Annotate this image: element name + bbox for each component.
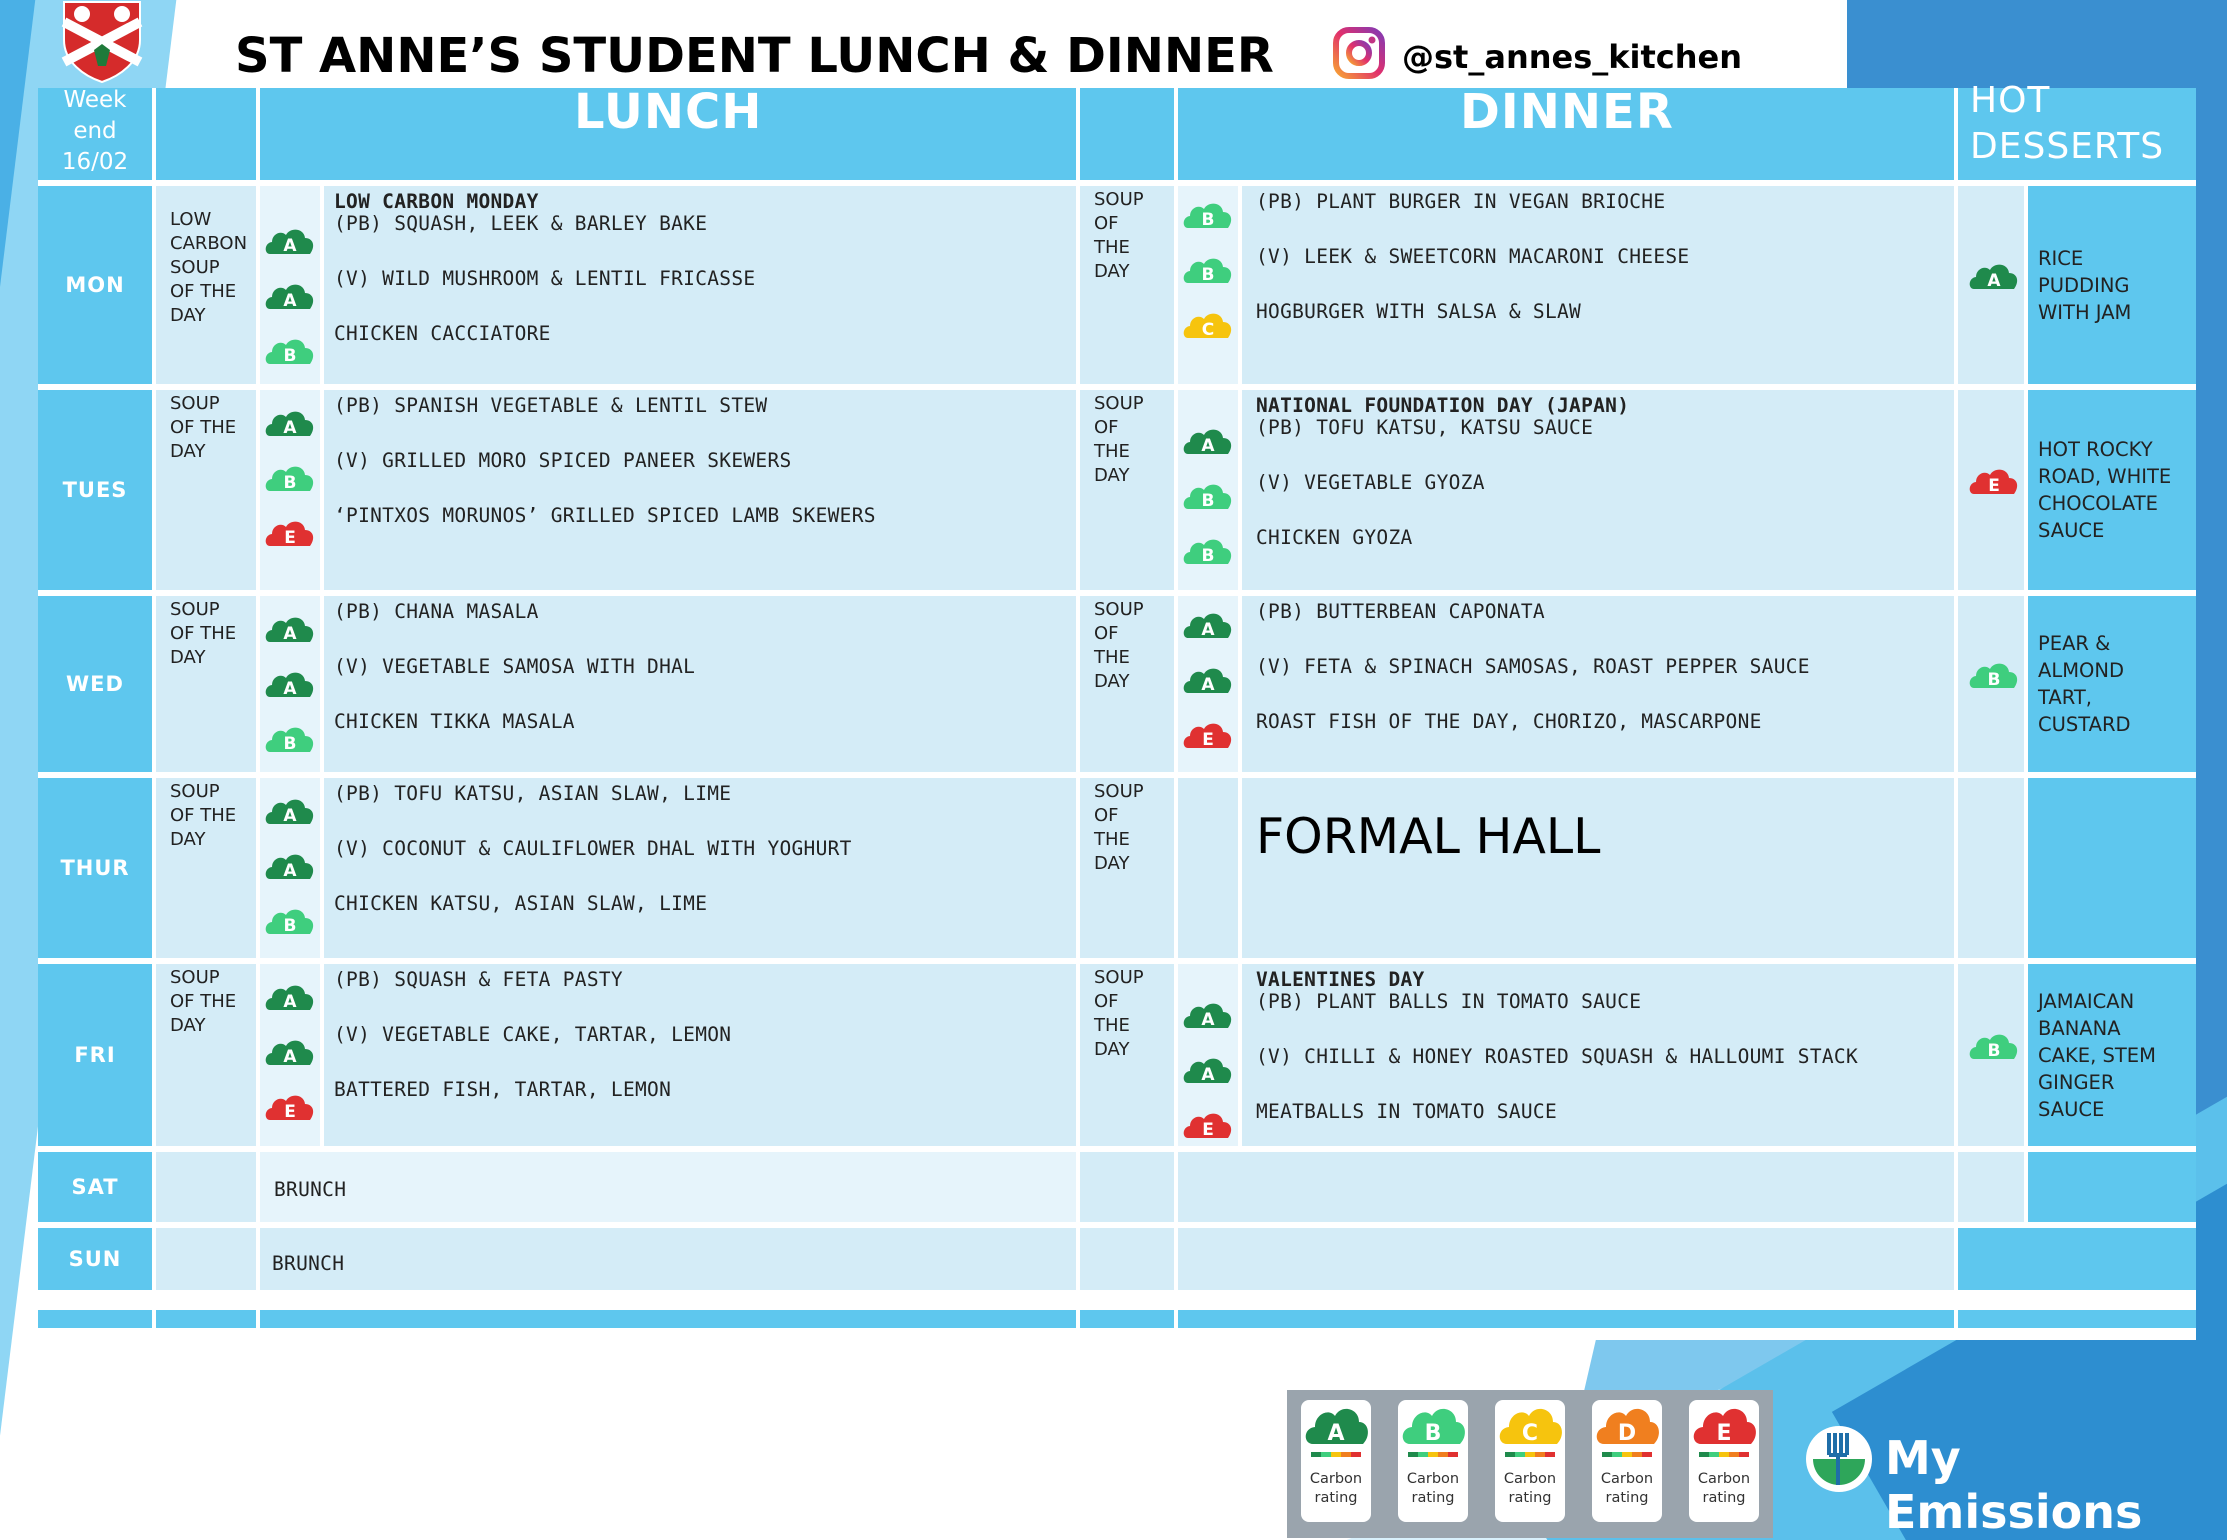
rating-letter: A — [283, 861, 297, 881]
rating-card-caption — [1495, 1470, 1565, 1508]
dessert-line: PEAR & — [2038, 632, 2111, 655]
day-label — [38, 596, 152, 772]
day-name: MON — [65, 273, 125, 297]
dessert-line: ALMOND — [2038, 659, 2124, 682]
day-row — [38, 596, 2196, 772]
menu-table — [38, 80, 2196, 1340]
dinner-item: ROAST FISH OF THE DAY, CHORIZO, MASCARPONE — [1256, 710, 1762, 733]
carbon-cloud-b-icon — [1398, 1400, 1468, 1470]
brand-name: My Emissions — [1885, 1431, 2143, 1539]
soup-line: DAY — [1094, 1039, 1130, 1060]
dessert-badge-cell — [1958, 186, 2024, 384]
soup-line: CARBON — [170, 233, 248, 254]
rating-letter: B — [283, 734, 297, 754]
lunch-cell — [324, 186, 1076, 384]
dinner-cell — [1178, 1152, 1954, 1222]
soup-of-the-day — [1080, 596, 1174, 696]
rating-letter: A — [1987, 271, 2001, 291]
soup-line: DAY — [170, 647, 206, 668]
carbon-rating-a-icon — [264, 1037, 316, 1067]
soup-line: DAY — [1094, 261, 1130, 282]
rating-letter: A — [283, 992, 297, 1012]
rating-letter: B — [1201, 491, 1215, 511]
dinner-item: MEATBALLS IN TOMATO SAUCE — [1256, 1100, 1557, 1123]
brunch-label: BRUNCH — [272, 1252, 345, 1275]
soup-line: DAY — [170, 829, 206, 850]
dinner-heading: VALENTINES DAY — [1256, 968, 1425, 991]
soup-line: SOUP — [1094, 781, 1144, 802]
dessert-line: WITH JAM — [2038, 301, 2132, 324]
dessert-line: TART, — [2038, 686, 2092, 709]
dessert-cell — [2028, 778, 2196, 958]
rating-card-d — [1592, 1400, 1662, 1522]
rating-letter: A — [1201, 620, 1215, 640]
lunch-cell — [324, 778, 1076, 958]
hot-desserts-header — [1970, 78, 2164, 170]
rating-letter: E — [284, 528, 296, 548]
carbon-cloud-a-icon — [1301, 1400, 1371, 1470]
day-name: WED — [66, 672, 124, 696]
brunch-label: BRUNCH — [274, 1178, 347, 1201]
dessert-badge-cell — [1958, 390, 2024, 590]
svg-text:A: A — [1327, 1421, 1345, 1446]
day-name: THUR — [60, 856, 130, 880]
rating-letter: B — [283, 346, 297, 366]
carbon-cloud-c-icon — [1495, 1400, 1565, 1470]
dessert-line: CHOCOLATE — [2038, 492, 2158, 515]
dessert-cell — [2028, 1152, 2196, 1222]
footer-cell — [1958, 1310, 2196, 1328]
day-row — [38, 1152, 2196, 1222]
soup-of-the-day — [1080, 778, 1174, 878]
carbon-rating-b-icon — [1968, 660, 2020, 690]
carbon-rating-a-icon — [1182, 1055, 1234, 1085]
carbon-rating-b-icon — [1182, 255, 1234, 285]
footer-cell — [156, 1310, 256, 1328]
carbon-rating-e-icon — [1182, 720, 1234, 750]
carbon-rating-a-icon — [1182, 665, 1234, 695]
lunch-cell — [324, 390, 1076, 590]
soup-line: OF THE — [1094, 991, 1130, 1036]
rating-letter: B — [283, 473, 297, 493]
dinner-cell — [1242, 596, 1954, 772]
dessert-line: GINGER — [2038, 1071, 2115, 1094]
dinner-soup-cell — [1080, 778, 1174, 958]
rating-letter: A — [1201, 436, 1215, 456]
lunch-item: BATTERED FISH, TARTAR, LEMON — [334, 1078, 672, 1101]
dinner-cell — [1242, 778, 1954, 958]
dinner-soup-cell — [1080, 186, 1174, 384]
rating-letter: E — [1202, 730, 1214, 750]
soup-of-the-day — [156, 964, 256, 1040]
dessert-cell — [2028, 596, 2196, 772]
lunch-item: (PB) SPANISH VEGETABLE & LENTIL STEW — [334, 394, 768, 417]
lunch-item: (V) GRILLED MORO SPICED PANEER SKEWERS — [334, 449, 792, 472]
soup-line: DAY — [1094, 853, 1130, 874]
rating-letter: E — [284, 1102, 296, 1122]
dessert-badge-cell — [1958, 778, 2024, 958]
caption-line: Carbon — [1309, 1471, 1363, 1487]
caption-line: rating — [1605, 1490, 1649, 1506]
soup-line: DAY — [1094, 465, 1130, 486]
soup-line: DAY — [170, 305, 206, 326]
caption-line: Carbon — [1503, 1471, 1557, 1487]
rating-letter: A — [283, 1047, 297, 1067]
lunch-soup-cell — [156, 596, 256, 772]
day-label — [38, 1152, 152, 1222]
dessert-line: ROAD, WHITE — [2038, 465, 2172, 488]
rating-card-b — [1398, 1400, 1468, 1522]
hot-desserts-line: HOT — [1970, 80, 2051, 121]
rating-letter: B — [1201, 210, 1215, 230]
dessert-cell — [2028, 964, 2196, 1146]
day-label — [38, 778, 152, 958]
caption-line: rating — [1702, 1490, 1746, 1506]
caption-line: Carbon — [1600, 1471, 1654, 1487]
rating-letter: E — [1202, 1120, 1214, 1140]
lunch-item: (V) VEGETABLE CAKE, TARTAR, LEMON — [334, 1023, 732, 1046]
dinner-badge-cell — [1178, 390, 1238, 590]
footer-cell — [1080, 1310, 1174, 1328]
carbon-rating-a-icon — [264, 982, 316, 1012]
soup-line: LOW — [170, 209, 212, 230]
rating-card-caption — [1592, 1470, 1662, 1508]
day-name: TUES — [62, 478, 128, 502]
soup-line: OF THE — [1094, 623, 1130, 668]
lunch-item: (PB) TOFU KATSU, ASIAN SLAW, LIME — [334, 782, 732, 805]
dessert-line: SAUCE — [2038, 519, 2105, 542]
dessert-line: RICE — [2038, 247, 2084, 270]
svg-text:D: D — [1617, 1421, 1637, 1446]
rating-card-a — [1301, 1400, 1371, 1522]
dinner-item: CHICKEN GYOZA — [1256, 526, 1413, 549]
lunch-item: CHICKEN KATSU, ASIAN SLAW, LIME — [334, 892, 708, 915]
carbon-rating-a-icon — [264, 796, 316, 826]
dinner-cell — [1178, 1228, 1954, 1290]
carbon-rating-e-icon — [1182, 1110, 1234, 1140]
carbon-rating-a-icon — [1182, 426, 1234, 456]
dinner-item: (V) LEEK & SWEETCORN MACARONI CHEESE — [1256, 245, 1690, 268]
soup-cell — [1080, 1152, 1174, 1222]
svg-text:B: B — [1424, 1421, 1442, 1446]
carbon-rating-a-icon — [264, 614, 316, 644]
soup-of-the-day — [156, 596, 256, 672]
footer-cell — [1178, 1310, 1954, 1328]
week-label-line: end — [73, 118, 117, 144]
caption-line: rating — [1411, 1490, 1455, 1506]
carbon-rating-b-icon — [264, 336, 316, 366]
rating-letter: B — [1201, 546, 1215, 566]
rating-letter: B — [1987, 1041, 2001, 1061]
lunch-soup-cell — [156, 390, 256, 590]
dessert-badge-cell — [1958, 964, 2024, 1146]
soup-line: OF THE — [170, 991, 237, 1012]
rating-letter: B — [1201, 265, 1215, 285]
rating-card-c — [1495, 1400, 1565, 1522]
dinner-item: (PB) TOFU KATSU, KATSU SAUCE — [1256, 416, 1594, 439]
carbon-rating-c-icon — [1182, 310, 1234, 340]
header — [0, 0, 2227, 86]
lunch-soup-cell — [156, 964, 256, 1146]
lunch-badge-cell — [260, 390, 320, 590]
soup-line: SOUP — [170, 781, 220, 802]
dessert-line: CAKE, STEM — [2038, 1044, 2156, 1067]
week-label-line: 16/02 — [61, 149, 129, 175]
college-crest-icon — [60, 0, 144, 84]
dessert-cell — [2028, 186, 2196, 384]
dinner-badge-cell — [1178, 596, 1238, 772]
carbon-rating-b-icon — [1182, 481, 1234, 511]
soup-line: DAY — [1094, 671, 1130, 692]
lunch-item: (PB) SQUASH, LEEK & BARLEY BAKE — [334, 212, 708, 235]
soup-line: OF THE — [170, 281, 237, 302]
day-label — [38, 1228, 152, 1290]
soup-line: SOUP — [170, 393, 220, 414]
day-label — [38, 186, 152, 384]
soup-cell — [156, 1152, 256, 1222]
day-row — [38, 1228, 2196, 1290]
carbon-cloud-d-icon — [1592, 1400, 1662, 1470]
page-title: ST ANNE’S STUDENT LUNCH & DINNER — [235, 28, 1274, 84]
footer-row — [38, 1310, 2196, 1328]
carbon-rating-a-icon — [264, 669, 316, 699]
carbon-rating-a-icon — [1182, 610, 1234, 640]
day-row — [38, 964, 2196, 1146]
carbon-rating-b-icon — [1968, 1031, 2020, 1061]
carbon-cloud-e-icon — [1689, 1400, 1759, 1470]
day-label — [38, 964, 152, 1146]
soup-line: SOUP — [170, 967, 220, 988]
dessert-line: HOT ROCKY — [2038, 438, 2153, 461]
rating-letter: A — [283, 236, 297, 256]
day-name: SAT — [71, 1175, 119, 1199]
soup-of-the-day — [156, 186, 256, 350]
caption-line: Carbon — [1697, 1471, 1751, 1487]
lunch-cell — [324, 596, 1076, 772]
rating-letter: E — [1988, 476, 2000, 496]
formal-hall-label: FORMAL HALL — [1256, 808, 1601, 865]
dinner-item: HOGBURGER WITH SALSA & SLAW — [1256, 300, 1582, 323]
soup-line: DAY — [170, 441, 206, 462]
dessert-cell — [2028, 390, 2196, 590]
day-name: FRI — [74, 1043, 116, 1067]
brunch-cell — [260, 1152, 1076, 1222]
rating-letter: A — [1201, 675, 1215, 695]
lunch-item: (PB) CHANA MASALA — [334, 600, 539, 623]
dinner-badge-cell — [1178, 778, 1238, 958]
dinner-item: (PB) PLANT BURGER IN VEGAN BRIOCHE — [1256, 190, 1666, 213]
dinner-soup-cell — [1080, 596, 1174, 772]
footer-cell — [38, 1310, 152, 1328]
lunch-item: ‘PINTXOS MORUNOS’ GRILLED SPICED LAMB SKEWERS — [334, 504, 876, 527]
lunch-cell — [324, 964, 1076, 1146]
dinner-item: (V) FETA & SPINACH SAMOSAS, ROAST PEPPER SAUCE — [1256, 655, 1810, 678]
week-label — [38, 85, 152, 178]
rating-card-e — [1689, 1400, 1759, 1522]
dinner-item: (V) VEGETABLE GYOZA — [1256, 471, 1485, 494]
lunch-item: (PB) SQUASH & FETA PASTY — [334, 968, 623, 991]
header-spacer — [156, 88, 256, 180]
instagram-handle[interactable]: @st_annes_kitchen — [1402, 38, 1743, 76]
dessert-line: BANANA — [2038, 1017, 2121, 1040]
dessert-line: SAUCE — [2038, 1098, 2105, 1121]
fork-leaf-icon — [1803, 1423, 1877, 1495]
header-row — [38, 80, 2196, 180]
dinner-soup-cell — [1080, 390, 1174, 590]
lunch-item: (V) WILD MUSHROOM & LENTIL FRICASSE — [334, 267, 756, 290]
dinner-cell — [1242, 390, 1954, 590]
day-label — [38, 390, 152, 590]
header-spacer — [1080, 88, 1174, 180]
rating-letter: A — [283, 806, 297, 826]
carbon-rating-b-icon — [264, 724, 316, 754]
dinner-badge-cell — [1178, 964, 1238, 1146]
rating-letter: B — [1987, 670, 2001, 690]
soup-line: SOUP — [1094, 393, 1144, 414]
soup-cell — [1080, 1228, 1174, 1290]
carbon-rating-b-icon — [264, 906, 316, 936]
my-emissions-logo — [1803, 1423, 2223, 1539]
carbon-rating-e-icon — [264, 1092, 316, 1122]
soup-line: OF THE — [1094, 417, 1130, 462]
dessert-badge-cell — [1958, 1152, 2024, 1222]
rating-card-caption — [1398, 1470, 1468, 1508]
carbon-rating-e-icon — [1968, 466, 2020, 496]
day-name: SUN — [68, 1247, 122, 1271]
soup-line: SOUP — [1094, 599, 1144, 620]
soup-of-the-day — [1080, 964, 1174, 1064]
rating-letter: A — [283, 418, 297, 438]
dessert-line: PUDDING — [2038, 274, 2130, 297]
soup-of-the-day — [156, 778, 256, 854]
rating-letter: A — [283, 624, 297, 644]
soup-line: SOUP — [1094, 189, 1144, 210]
soup-of-the-day — [156, 390, 256, 466]
caption-line: rating — [1508, 1490, 1552, 1506]
svg-text:E: E — [1716, 1421, 1732, 1446]
carbon-rating-a-icon — [1968, 261, 2020, 291]
carbon-rating-a-icon — [264, 226, 316, 256]
footer-cell — [260, 1310, 1076, 1328]
instagram-icon — [1333, 27, 1385, 79]
svg-text:C: C — [1521, 1421, 1539, 1446]
day-row — [38, 390, 2196, 590]
dinner-header: DINNER — [1460, 84, 1674, 140]
soup-line: OF THE — [1094, 805, 1130, 850]
dinner-item: (PB) PLANT BALLS IN TOMATO SAUCE — [1256, 990, 1642, 1013]
caption-line: Carbon — [1406, 1471, 1460, 1487]
carbon-rating-a-icon — [264, 281, 316, 311]
day-row — [38, 186, 2196, 384]
dinner-item: (PB) BUTTERBEAN CAPONATA — [1256, 600, 1545, 623]
soup-line: SOUP — [1094, 967, 1144, 988]
rating-letter: C — [1201, 320, 1215, 340]
dessert-cell — [1958, 1228, 2196, 1290]
dessert-badge-cell — [1958, 596, 2024, 772]
carbon-rating-legend — [1287, 1390, 1773, 1538]
lunch-badge-cell — [260, 186, 320, 384]
carbon-rating-a-icon — [264, 851, 316, 881]
brunch-cell — [260, 1228, 1076, 1290]
lunch-badge-cell — [260, 778, 320, 958]
dessert-line: JAMAICAN — [2038, 990, 2135, 1013]
rating-letter: A — [1201, 1010, 1215, 1030]
week-label-line: Week — [63, 87, 127, 113]
rating-card-caption — [1689, 1470, 1759, 1508]
caption-line: rating — [1314, 1490, 1358, 1506]
dinner-heading: NATIONAL FOUNDATION DAY (JAPAN) — [1256, 394, 1630, 417]
soup-line: DAY — [170, 1015, 206, 1036]
carbon-rating-b-icon — [264, 463, 316, 493]
lunch-item: (V) VEGETABLE SAMOSA WITH DHAL — [334, 655, 696, 678]
lunch-item: CHICKEN TIKKA MASALA — [334, 710, 575, 733]
lunch-badge-cell — [260, 964, 320, 1146]
carbon-rating-e-icon — [264, 518, 316, 548]
soup-line: SOUP — [170, 257, 220, 278]
carbon-rating-a-icon — [1182, 1000, 1234, 1030]
soup-line: SOUP — [170, 599, 220, 620]
soup-line: OF THE — [1094, 213, 1130, 258]
lunch-item: (V) COCONUT & CAULIFLOWER DHAL WITH YOGHURT — [334, 837, 852, 860]
soup-of-the-day — [1080, 390, 1174, 490]
lunch-header: LUNCH — [574, 84, 763, 140]
hot-desserts-line: DESSERTS — [1970, 126, 2165, 167]
soup-cell — [156, 1228, 256, 1290]
rating-card-caption — [1301, 1470, 1371, 1508]
lunch-badge-cell — [260, 596, 320, 772]
dinner-item: (V) CHILLI & HONEY ROASTED SQUASH & HALLOUMI STACK — [1256, 1045, 1858, 1068]
dinner-cell — [1242, 186, 1954, 384]
lunch-soup-cell — [156, 778, 256, 958]
dinner-badge-cell — [1178, 186, 1238, 384]
rating-letter: A — [1201, 1065, 1215, 1085]
dessert-line: CUSTARD — [2038, 713, 2131, 736]
day-row — [38, 778, 2196, 958]
dinner-cell — [1242, 964, 1954, 1146]
rating-letter: A — [283, 679, 297, 699]
rating-letter: A — [283, 291, 297, 311]
carbon-rating-b-icon — [1182, 200, 1234, 230]
lunch-item: CHICKEN CACCIATORE — [334, 322, 551, 345]
carbon-rating-a-icon — [264, 408, 316, 438]
lunch-heading: LOW CARBON MONDAY — [334, 190, 539, 213]
rating-letter: B — [283, 916, 297, 936]
carbon-rating-b-icon — [1182, 536, 1234, 566]
dinner-soup-cell — [1080, 964, 1174, 1146]
soup-line: OF THE — [170, 805, 237, 826]
soup-line: OF THE — [170, 623, 237, 644]
soup-of-the-day — [1080, 186, 1174, 286]
soup-line: OF THE — [170, 417, 237, 438]
lunch-soup-cell — [156, 186, 256, 384]
